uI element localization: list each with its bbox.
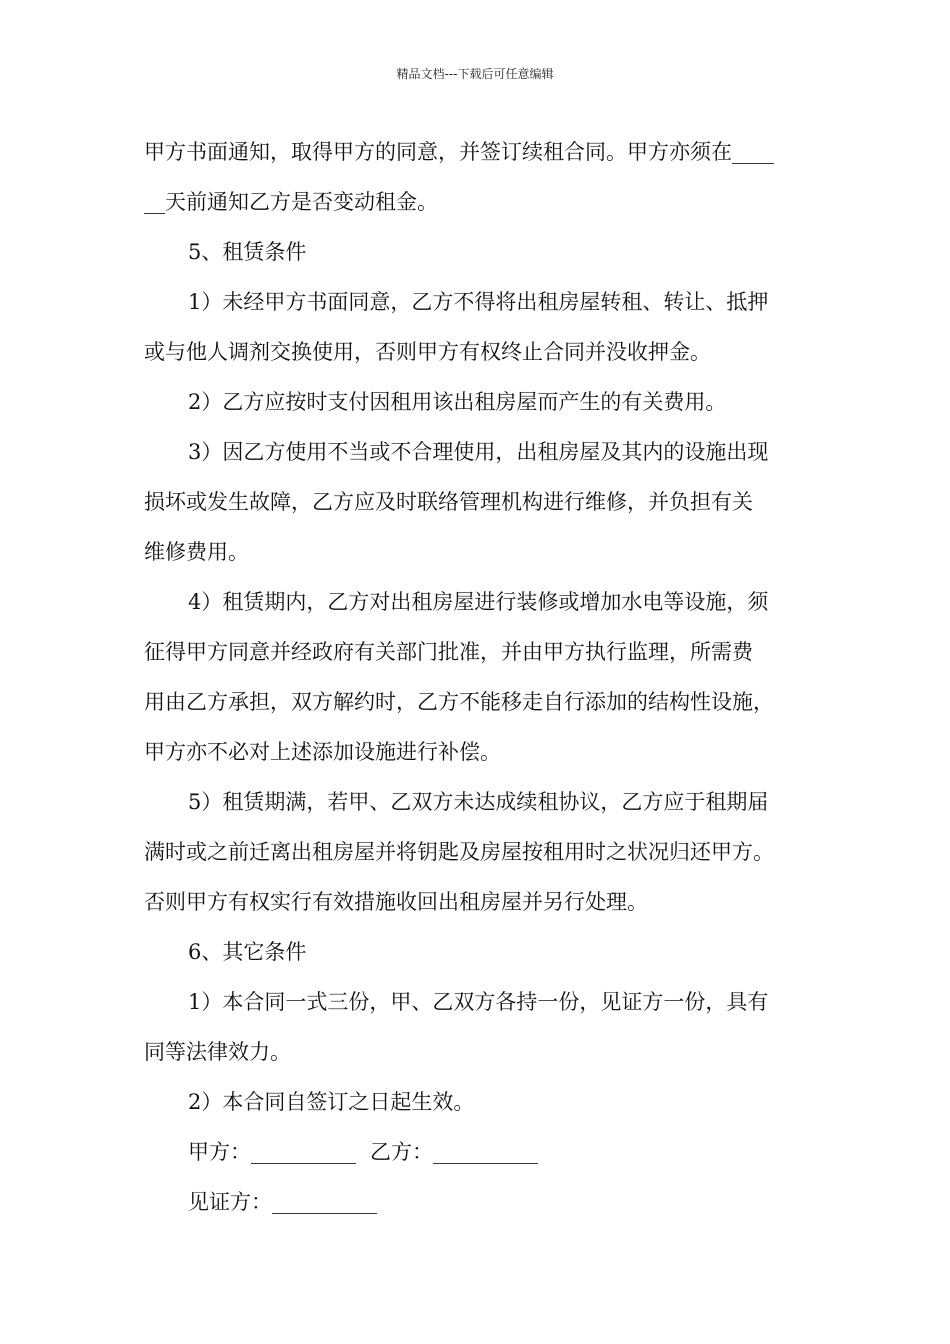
paragraph-line: 用由乙方承担，双方解约时，乙方不能移走自行添加的结构性设施，: [144, 690, 774, 714]
paragraph-line: 3）因乙方使用不当或不合理使用，出租房屋及其内的设施出现: [188, 440, 769, 464]
page-header: 精品文档---下载后可任意编辑: [396, 67, 554, 81]
section-heading: 5、租赁条件: [188, 240, 307, 264]
paragraph-line: 损坏或发生故障，乙方应及时联络管理机构进行维修，并负担有关: [144, 490, 753, 514]
party-a-signature: 甲方：__________: [188, 1140, 356, 1164]
section-heading: 6、其它条件: [188, 940, 307, 964]
paragraph-line: 甲方书面通知，取得甲方的同意，并签订续租合同。甲方亦须在____: [144, 140, 774, 164]
paragraph-line: 维修费用。: [144, 540, 249, 564]
paragraph-line: 满时或之前迁离出租房屋并将钥匙及房屋按租用时之状况归还甲方。: [144, 840, 774, 864]
document-body: [144, 130, 808, 1230]
paragraph-line: 5）租赁期满，若甲、乙双方未达成续租协议，乙方应于租期届: [188, 790, 769, 814]
paragraph-line: __天前通知乙方是否变动租金。: [144, 190, 438, 214]
paragraph-line: 或与他人调剂交换使用，否则甲方有权终止合同并没收押金。: [144, 340, 711, 364]
paragraph-line: 2）乙方应按时支付因租用该出租房屋而产生的有关费用。: [188, 390, 727, 414]
paragraph-line: 否则甲方有权实行有效措施收回出租房屋并另行处理。: [144, 890, 648, 914]
party-b-signature: 乙方：__________: [370, 1140, 538, 1164]
paragraph-line: 2）本合同自签订之日起生效。: [188, 1090, 475, 1114]
paragraph-line: 甲方亦不必对上述添加设施进行补偿。: [144, 740, 501, 764]
paragraph-line: 4）租赁期内，乙方对出租房屋进行装修或增加水电等设施，须: [188, 590, 769, 614]
witness-signature: 见证方：__________: [188, 1190, 377, 1214]
paragraph-line: 1）未经甲方书面同意，乙方不得将出租房屋转租、转让、抵押: [188, 290, 769, 314]
paragraph-line: 征得甲方同意并经政府有关部门批准，并由甲方执行监理，所需费: [144, 640, 753, 664]
paragraph-line: 1）本合同一式三份，甲、乙双方各持一份，见证方一份，具有: [188, 990, 769, 1014]
paragraph-line: 同等法律效力。: [144, 1040, 291, 1064]
signature-row: [144, 1130, 808, 1180]
